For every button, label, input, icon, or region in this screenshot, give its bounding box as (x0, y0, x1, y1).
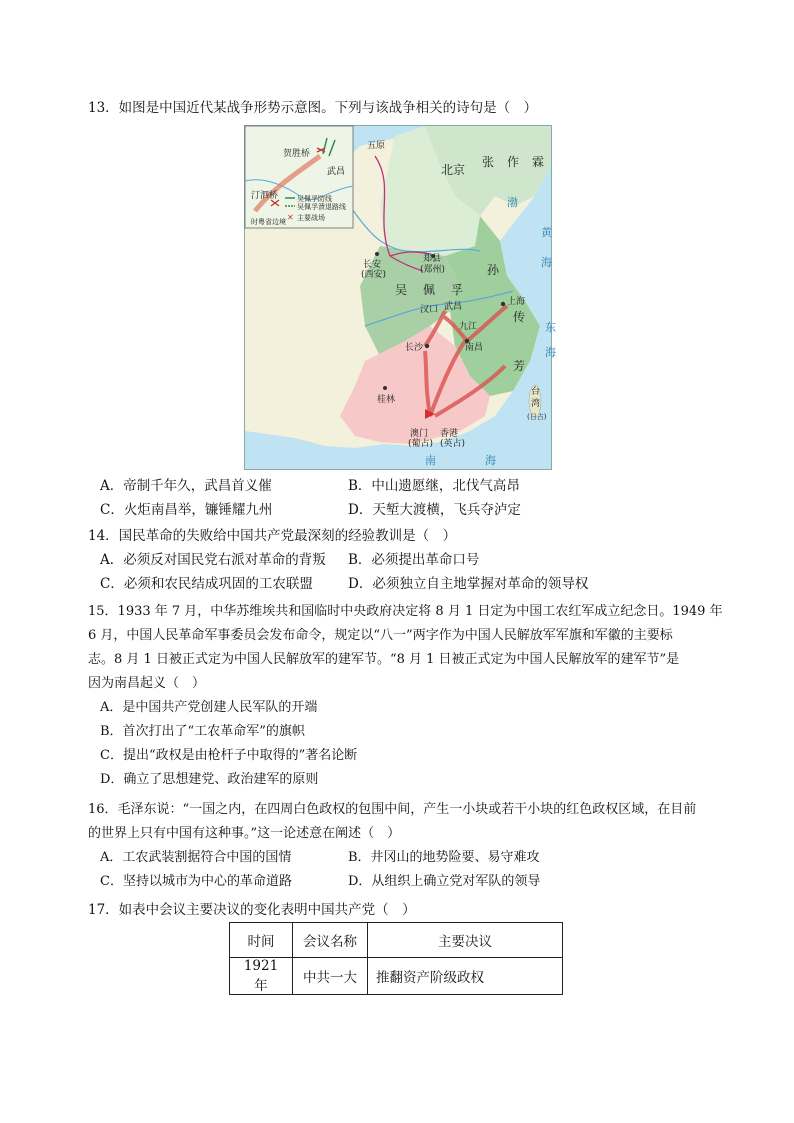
question-14-stem: 14．国民革命的失败给中国共产党最深刻的经验教训是（ ） (88, 528, 457, 544)
question-16-stem-line-2: 的世界上只有中国有这种事。”这一论述意在阐述（ ） (88, 826, 401, 841)
inset-label-border: 时粤省边境 (251, 218, 286, 226)
inset-label-hesheng: 贺胜桥 (283, 149, 311, 159)
q17-table (229, 922, 563, 995)
q14-option-a[interactable]: A．必须反对国民党右派对革命的背叛 (100, 552, 326, 568)
city-zhengxian: 郑县 (423, 254, 442, 264)
svg-text:主要战场: 主要战场 (297, 214, 325, 222)
question-15-stem-line-3: 志。8 月 1 日被正式定为中国人民解放军的建军节。“8 月 1 日被正式定为中国人民解放军的建军节”是 (88, 652, 680, 667)
inset-label-wuchang: 武昌 (327, 167, 346, 177)
svg-text:(郑州): (郑州) (420, 265, 446, 275)
city-macau: 澳门 (410, 429, 429, 439)
question-15-stem-line-1: 15．1933 年 7 月，中华苏维埃共和国临时中央政府决定将 8 月 1 日定为中国工农红军成立纪念日。1949 年 (88, 604, 723, 619)
label-wu: 吴 (395, 283, 408, 297)
city-hongkong: 香港 (440, 429, 459, 439)
svg-text:芳: 芳 (513, 359, 526, 373)
question-13-options (88, 474, 728, 522)
q14-option-c[interactable]: C．必须和农民结成巩固的工农联盟 (100, 576, 313, 592)
question-14 (88, 524, 728, 596)
table-header-meeting: 会议名称 (293, 923, 368, 958)
table-header-time: 时间 (230, 923, 293, 958)
q13-option-c[interactable]: C．火炬南昌举，镰锤耀九州 (100, 502, 273, 518)
question-15-stem-line-2: 6 月，中国人民革命军事委员会发布命令，规定以“八一”两字作为中国人民解放军军旗和军徽的主要标 (88, 628, 673, 643)
city-wuyuan: 五原 (367, 141, 386, 151)
svg-text:吴佩孚防线: 吴佩孚防线 (297, 195, 332, 203)
city-changan: 长安 (363, 260, 382, 270)
city-guilin: 桂林 (377, 395, 396, 405)
q15-option-c[interactable]: C．提出“政权是由枪杆子中取得的”著名论断 (100, 748, 358, 763)
sea-bo: 渤 (507, 196, 518, 209)
q14-option-d[interactable]: D．必须独立自主地掌握对革命的领导权 (348, 576, 589, 592)
q13-option-b[interactable]: B．中山遗愿继，北伐气高昂 (348, 478, 520, 494)
q16-option-d[interactable]: D．从组织上确立党对军队的领导 (348, 874, 541, 889)
city-changsha: 长沙 (405, 343, 424, 353)
question-13 (88, 96, 728, 120)
svg-text:海: 海 (485, 454, 496, 467)
svg-text:✕: ✕ (287, 213, 294, 222)
northern-expedition-map (244, 125, 556, 470)
svg-text:海: 海 (541, 256, 552, 269)
svg-text:作: 作 (507, 155, 520, 169)
label-zhang: 张 (482, 155, 495, 169)
table-cell-resolution: 推翻资产阶级政权 (368, 958, 563, 995)
question-15 (88, 600, 728, 792)
question-16 (88, 798, 728, 894)
svg-text:台: 台 (531, 387, 541, 397)
svg-text:霖: 霖 (532, 155, 545, 169)
table-header-resolution: 主要决议 (368, 923, 563, 958)
city-jiujiang: 九江 (459, 322, 478, 332)
city-beijing: 北京 (441, 163, 466, 177)
city-wuchang: 武昌 (444, 302, 463, 312)
question-15-stem-line-4: 因为南昌起义（ ） (88, 676, 206, 691)
q14-option-b[interactable]: B．必须提出革命口号 (348, 552, 480, 568)
question-16-stem-line-1: 16．毛泽东说：“一国之内，在四周白色政权的包围中间，产生一小块或若干小块的红色政权区域，在目前 (88, 802, 697, 817)
city-shanghai: 上海 (507, 297, 526, 307)
svg-text:(葡占): (葡占) (408, 439, 434, 449)
svg-text:孚: 孚 (451, 283, 464, 297)
q13-option-d[interactable]: D．天堑大渡横，飞兵夺泸定 (348, 502, 521, 518)
q16-option-c[interactable]: C．坚持以城市为中心的革命道路 (100, 874, 292, 889)
table-cell-meeting: 中共一大 (293, 958, 368, 995)
city-hankou: 汉口 (420, 305, 439, 315)
q13-option-a[interactable]: A．帝制千年久，武昌首义催 (100, 478, 272, 494)
svg-text:海: 海 (545, 346, 556, 359)
question-17 (88, 898, 728, 922)
svg-text:传: 传 (513, 310, 526, 324)
question-13-stem: 13．如图是中国近代某战争形势示意图。下列与该战争相关的诗句是（ ） (88, 100, 538, 116)
q16-option-b[interactable]: B．井冈山的地势险要、易守难攻 (348, 850, 540, 865)
inset-map (245, 126, 353, 228)
question-17-stem: 17．如表中会议主要决议的变化表明中国共产党（ ） (88, 902, 416, 918)
table-cell-time: 1921 年 (230, 958, 293, 995)
svg-text:东: 东 (545, 321, 556, 334)
map-svg (245, 126, 556, 469)
svg-text:黄: 黄 (541, 226, 552, 239)
city-nanchang: 南昌 (465, 343, 484, 353)
table-row (230, 958, 563, 995)
svg-text:(西安): (西安) (361, 270, 387, 280)
label-sun: 孙 (487, 263, 500, 277)
svg-text:湾: 湾 (531, 399, 541, 409)
q15-option-d[interactable]: D．确立了思想建党、政治建军的原则 (100, 772, 319, 787)
q15-option-a[interactable]: A．是中国共产党创建人民军队的开端 (100, 700, 318, 715)
q16-option-a[interactable]: A．工农武装割据符合中国的国情 (100, 850, 292, 865)
svg-text:吴佩孚溃退路线: 吴佩孚溃退路线 (297, 203, 346, 211)
svg-text:佩: 佩 (423, 283, 436, 297)
svg-text:(英占): (英占) (440, 439, 466, 449)
svg-text:(日占): (日占) (527, 413, 547, 421)
table-header-row (230, 923, 563, 958)
q15-option-b[interactable]: B．首次打出了“工农革命军”的旗帜 (100, 724, 305, 739)
inset-label-tingsi: 汀泗桥 (251, 191, 279, 201)
svg-text:南: 南 (425, 454, 436, 467)
